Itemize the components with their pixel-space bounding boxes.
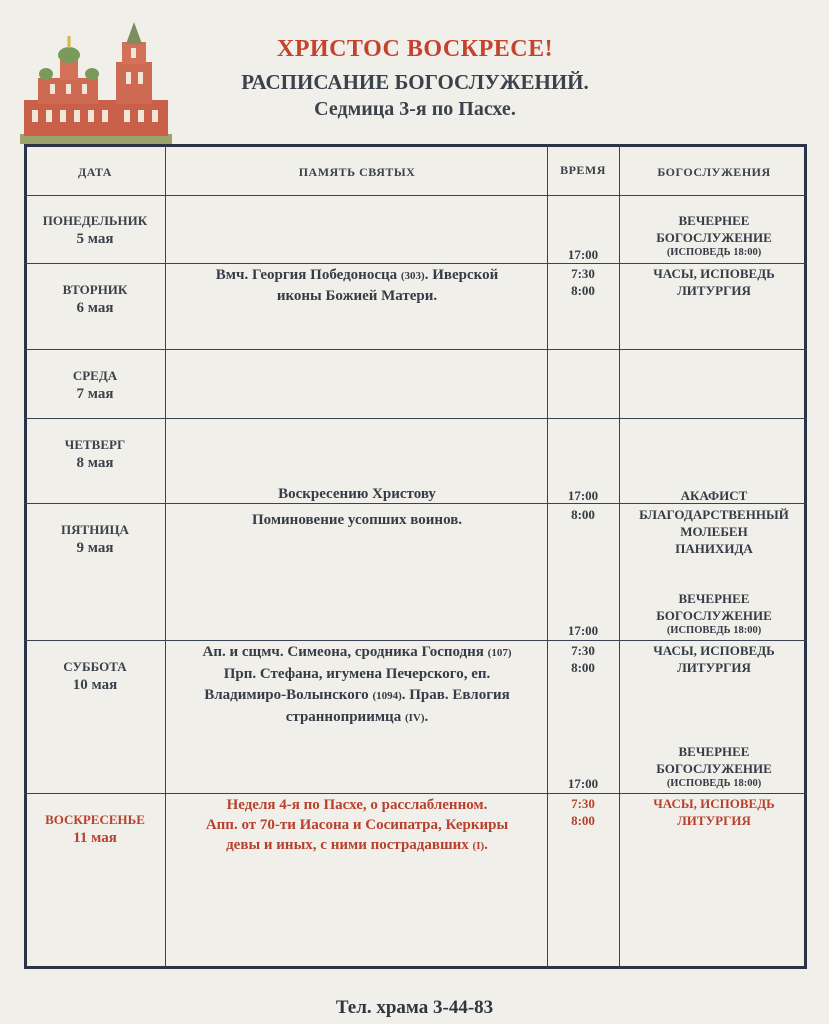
service-name: ЛИТУРГИЯ [677,660,751,675]
service-name: ВЕЧЕРНЕЕ [678,591,750,606]
saint-text: Прп. Стефана, игумена Печерского, еп. [223,666,491,682]
saint-text: Поминовение усопших воинов. [251,512,463,528]
day-name: ЧЕТВЕРГ [64,437,126,452]
day-date: 8 мая [76,455,114,471]
service-time: 8:00 [571,283,595,298]
saint-text: Воскресению Христову [278,486,436,502]
day-cell [26,436,164,472]
time-cell [549,795,617,829]
saint-text: странноприимца [285,709,402,725]
divider [24,640,807,641]
church-illustration [20,22,172,144]
service-name: БОГОСЛУЖЕНИЕ [656,230,772,245]
day-date: 9 мая [76,540,114,556]
service-name: БОГОСЛУЖЕНИЕ [656,761,772,776]
day-name: СУББОТА [63,659,127,674]
day-name: ВТОРНИК [62,282,128,297]
day-name: СРЕДА [72,368,118,383]
phone-footer: Тел. храма 3-44-83 [335,997,494,1018]
confession-note: (ИСПОВЕДЬ 18:00) [666,247,762,258]
time-cell [549,265,617,299]
saint-text: Ап. и сщмч. Симеона, сродника Господня [202,644,484,660]
day-date: 5 мая [76,231,114,247]
service-name: ЧАСЫ, ИСПОВЕДЬ [653,796,775,811]
day-name: ВОСКРЕСЕНЬЕ [45,812,145,827]
service-cell [622,212,806,259]
divider [24,349,807,350]
service-name: АКАФИСТ [680,488,748,503]
service-time: 7:30 [571,266,595,281]
service-time: 17:00 [567,488,599,503]
day-name: ПЯТНИЦА [61,522,129,537]
service-name: ЛИТУРГИЯ [677,283,751,298]
day-cell [26,658,164,694]
time-cell [549,642,617,676]
day-date: 6 мая [76,300,114,316]
divider [24,195,807,196]
service-time: 17:00 [567,247,599,262]
saint-text: Апп. от 70-ти Иасона и Сосипатра, Керкиры [205,817,509,833]
service-time: 8:00 [571,507,595,522]
confession-note: (ИСПОВЕДЬ 18:00) [666,778,762,789]
saint-text: . Прав. Евлогия [401,687,510,703]
saint-text: Неделя 4-я по Пасхе, о расслабленном. [226,797,488,813]
service-cell [622,590,806,637]
service-cell [622,743,806,790]
service-time: 7:30 [571,796,595,811]
divider [24,793,807,794]
divider [165,144,166,969]
service-name: ЧАСЫ, ИСПОВЕДЬ [653,266,775,281]
saint-text: . [424,709,429,725]
service-cell [622,506,806,557]
service-time: 17:00 [567,776,599,791]
saint-text: . [484,837,488,853]
col-header-time: ВРЕМЯ [560,163,606,177]
service-name: МОЛЕБЕН [680,524,748,539]
day-cell [26,212,164,248]
confession-note: (ИСПОВЕДЬ 18:00) [666,625,762,636]
service-name: ЛИТУРГИЯ [677,813,751,828]
page-subtitle: Седмица 3-я по Пасхе. [314,98,516,120]
page-title: РАСПИСАНИЕ БОГОСЛУЖЕНИЙ. [241,70,589,94]
saints-cell [168,265,546,306]
divider [24,263,807,264]
saints-cell [168,795,546,856]
saint-year: (I) [472,840,485,852]
service-cell [622,642,806,676]
service-cell [622,265,806,299]
saint-text: девы и иных, с ними пострадавших [226,837,469,853]
service-name: БЛАГОДАРСТВЕННЫЙ [639,507,789,522]
service-time: 8:00 [571,813,595,828]
service-name: ВЕЧЕРНЕЕ [678,744,750,759]
day-cell [26,281,164,317]
day-date: 7 мая [76,386,114,402]
service-name: БОГОСЛУЖЕНИЕ [656,608,772,623]
col-header-services: БОГОСЛУЖЕНИЯ [657,165,771,179]
divider [547,144,548,969]
col-header-saints: ПАМЯТЬ СВЯТЫХ [298,165,416,179]
divider [619,144,620,969]
divider [24,418,807,419]
saint-text: . Иверской [424,267,499,283]
saint-year: (1094) [372,690,402,702]
day-cell [26,367,164,403]
service-name: ВЕЧЕРНЕЕ [678,213,750,228]
service-name: ПАНИХИДА [675,541,753,556]
service-time: 8:00 [571,660,595,675]
service-name: ЧАСЫ, ИСПОВЕДЬ [653,643,775,658]
saint-text: иконы Божией Матери. [276,288,438,304]
saint-text: Вмч. Георгия Победоносца [215,267,398,283]
saint-year: (IV) [404,712,425,724]
saint-text: Владимиро-Волынского [204,687,369,703]
day-cell [26,521,164,557]
greeting: ХРИСТОС ВОСКРЕСЕ! [276,36,554,62]
saints-cell [168,642,546,729]
service-cell [622,795,806,829]
day-date: 11 мая [73,830,117,846]
saint-year: (107) [487,647,512,659]
service-time: 7:30 [571,643,595,658]
day-date: 10 мая [72,677,118,693]
saint-year: (303) [400,270,425,282]
day-cell [26,811,164,847]
service-time: 17:00 [567,623,599,638]
day-name: ПОНЕДЕЛЬНИК [42,213,148,228]
col-header-date: ДАТА [78,165,112,179]
